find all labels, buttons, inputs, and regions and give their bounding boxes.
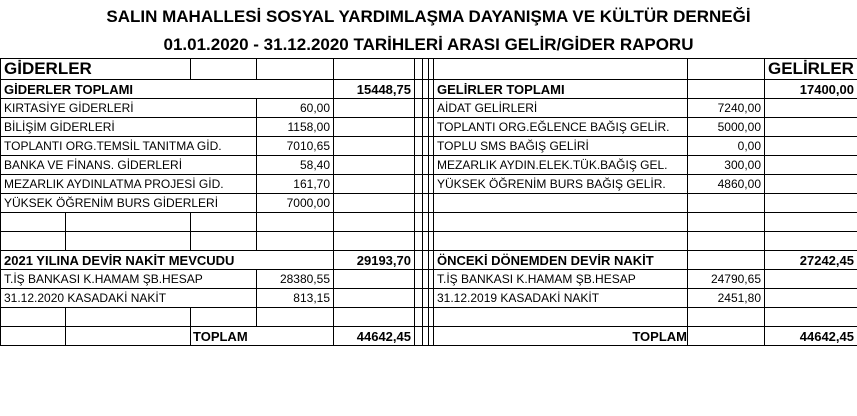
income-total-label: GELİRLER TOPLAMI <box>434 80 688 99</box>
report-table <box>0 58 857 346</box>
table-row <box>1 99 857 118</box>
expense-label: BİLİŞİM GİDERLERİ <box>1 118 257 137</box>
carry-in-item-value: 2451,80 <box>688 289 765 308</box>
table-row <box>1 194 857 213</box>
income-label: MEZARLIK AYDIN.ELEK.TÜK.BAĞIŞ GEL. <box>434 156 688 175</box>
income-value: 300,00 <box>688 156 765 175</box>
section-header-row <box>1 59 857 80</box>
report-subtitle: 01.01.2020 - 31.12.2020 TARİHLERİ ARASI GELİR/GİDER RAPORU <box>163 35 694 54</box>
income-value: 4860,00 <box>688 175 765 194</box>
expenses-header: GİDERLER <box>1 59 191 80</box>
table-row <box>1 118 857 137</box>
income-label: TOPLANTI ORG.EĞLENCE BAĞIŞ GELİR. <box>434 118 688 137</box>
income-value: 7240,00 <box>688 99 765 118</box>
totals-row <box>1 80 857 99</box>
table-row <box>1 137 857 156</box>
table-row <box>1 270 857 289</box>
expense-value: 58,40 <box>257 156 334 175</box>
carry-out-item-label: T.İŞ BANKASI K.HAMAM ŞB.HESAP <box>1 270 257 289</box>
expense-label: YÜKSEK ÖĞRENİM BURS GİDERLERİ <box>1 194 257 213</box>
carry-out-value: 29193,70 <box>334 251 415 270</box>
carry-out-item-label: 31.12.2020 KASADAKİ NAKİT <box>1 289 257 308</box>
carry-forward-row <box>1 251 857 270</box>
grand-total-row <box>1 327 857 346</box>
expense-label: MEZARLIK AYDINLATMA PROJESİ GİD. <box>1 175 257 194</box>
income-total-value: 17400,00 <box>765 80 857 99</box>
empty-row <box>1 213 857 232</box>
right-total-label: TOPLAM <box>434 327 688 346</box>
empty-row <box>1 308 857 327</box>
report-title: SALIN MAHALLESİ SOSYAL YARDIMLAŞMA DAYANIŞMA VE KÜLTÜR DERNEĞİ <box>106 7 751 26</box>
right-total-value: 44642,45 <box>765 327 857 346</box>
expense-value: 60,00 <box>257 99 334 118</box>
carry-out-item-value: 28380,55 <box>257 270 334 289</box>
carry-out-item-value: 813,15 <box>257 289 334 308</box>
expense-label: TOPLANTI ORG.TEMSİL TANITMA GİD. <box>1 137 257 156</box>
table-row <box>1 175 857 194</box>
expenses-total-value: 15448,75 <box>334 80 415 99</box>
income-value: 0,00 <box>688 137 765 156</box>
expense-label: KIRTASİYE GİDERLERİ <box>1 99 257 118</box>
table-row <box>1 156 857 175</box>
empty-row <box>1 232 857 251</box>
income-label: AİDAT GELİRLERİ <box>434 99 688 118</box>
carry-in-value: 27242,45 <box>765 251 857 270</box>
carry-in-item-label: T.İŞ BANKASI K.HAMAM ŞB.HESAP <box>434 270 688 289</box>
table-row <box>1 289 857 308</box>
left-total-value: 44642,45 <box>334 327 415 346</box>
carry-in-item-value: 24790,65 <box>688 270 765 289</box>
income-label: TOPLU SMS BAĞIŞ GELİRİ <box>434 137 688 156</box>
income-header: GELİRLER <box>765 59 857 80</box>
expense-value: 1158,00 <box>257 118 334 137</box>
expense-value: 7010,65 <box>257 137 334 156</box>
carry-in-label: ÖNCEKİ DÖNEMDEN DEVİR NAKİT <box>434 251 688 270</box>
left-total-label: TOPLAM <box>191 327 334 346</box>
expense-value: 7000,00 <box>257 194 334 213</box>
income-label: YÜKSEK ÖĞRENİM BURS BAĞIŞ GELİR. <box>434 175 688 194</box>
expense-label: BANKA VE FİNANS. GİDERLERİ <box>1 156 257 175</box>
expenses-total-label: GİDERLER TOPLAMI <box>1 80 334 99</box>
expense-value: 161,70 <box>257 175 334 194</box>
carry-out-label: 2021 YILINA DEVİR NAKİT MEVCUDU <box>1 251 334 270</box>
income-value: 5000,00 <box>688 118 765 137</box>
carry-in-item-label: 31.12.2019 KASADAKİ NAKİT <box>434 289 688 308</box>
